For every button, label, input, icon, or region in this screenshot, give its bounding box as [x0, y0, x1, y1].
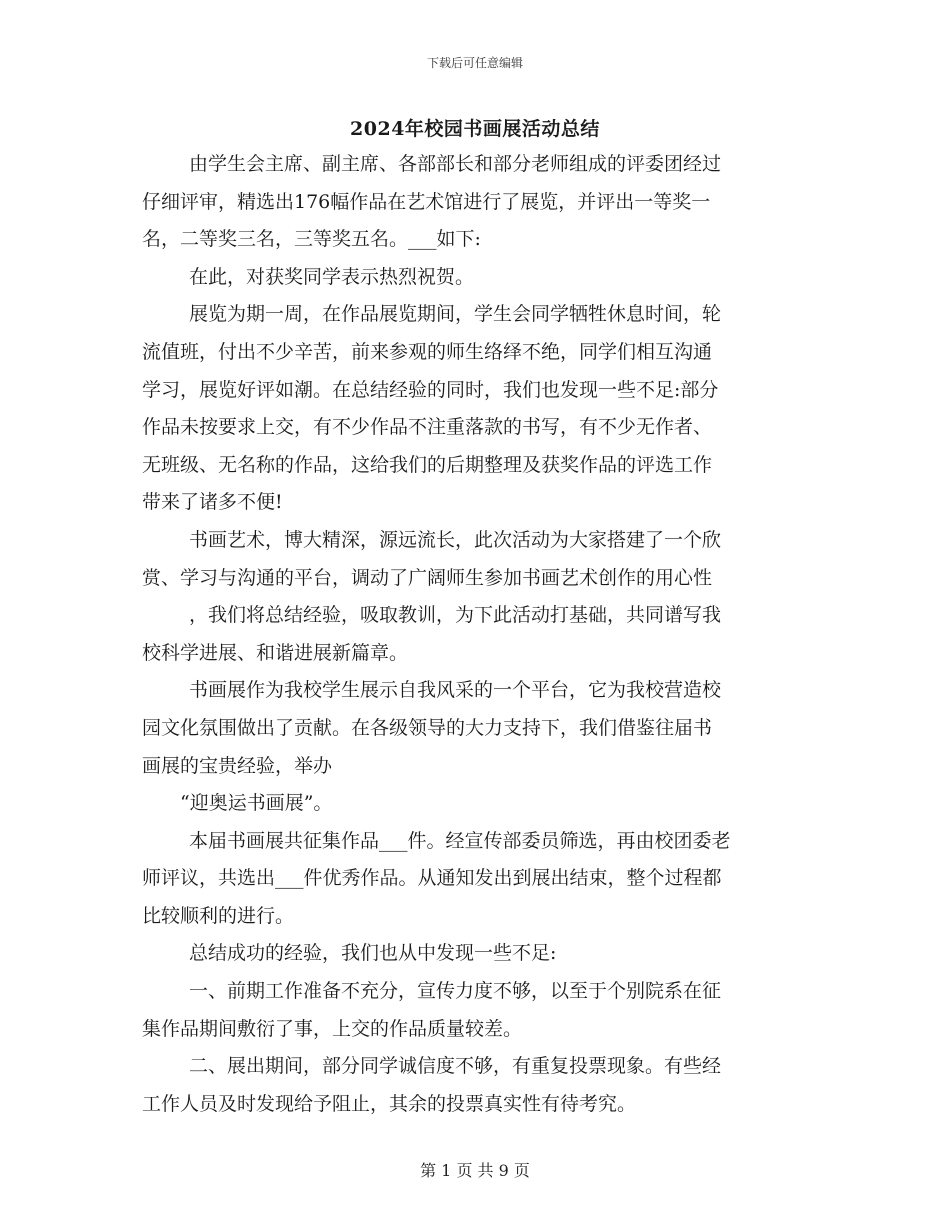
text-line: 无班级、无名称的作品，这给我们的后期整理及获奖作品的评选工作: [142, 453, 713, 476]
text-line: ，我们将总结经验，吸取教训，为下此活动打基础，共同谱写我: [189, 604, 722, 627]
text-line: 一、前期工作准备不充分，宣传力度不够，以至于个别院系在征: [189, 980, 722, 1003]
text-line: 展览为期一周，在作品展览期间，学生会同学牺牲休息时间，轮: [189, 303, 722, 326]
text-line: “迎奥运书画展”。: [180, 792, 333, 815]
text-line: 总结成功的经验，我们也从中发现一些不足:: [189, 942, 557, 965]
text-line: 画展的宝贵经验，举办: [142, 754, 333, 777]
page-number: 第 1 页 共 9 页: [420, 1161, 530, 1180]
text-line: 赏、学习与沟通的平台，调动了广阔师生参加书画艺术创作的用心性: [142, 566, 713, 589]
text-line: 学习，展览好评如潮。在总结经验的同时，我们也发现一些不足:部分: [142, 378, 719, 401]
text-line: 仔细评审，精选出176幅作品在艺术馆进行了展览，并评出一等奖一: [142, 190, 711, 213]
text-line: 由学生会主席、副主席、各部部长和部分老师组成的评委团经过: [189, 153, 722, 175]
text-line: 师评议，共选出___件优秀作品。从通知发出到展出结束，整个过程都: [142, 867, 722, 890]
text-line: 流值班，付出不少辛苦，前来参观的师生络绎不绝，同学们相互沟通: [142, 340, 713, 363]
document-body: [142, 146, 812, 1123]
text-line: 校科学进展、和谐进展新篇章。: [142, 641, 409, 664]
text-line: 比较顺利的进行。: [142, 904, 295, 927]
header-note: 下载后可任意编辑: [426, 56, 523, 70]
text-line: 二、展出期间，部分同学诚信度不够，有重复投票现象。有些经: [189, 1055, 722, 1078]
text-line: 集作品期间敷衍了事，上交的作品质量较差。: [142, 1017, 523, 1040]
text-line: 作品未按要求上交，有不少作品不注重落款的书写，有不少无作者、: [142, 416, 713, 439]
text-line: 在此，对获奖同学表示热烈祝贺。: [189, 265, 475, 288]
text-line: 书画艺术，博大精深，源远流长，此次活动为大家搭建了一个欣: [189, 528, 722, 551]
text-line: 工作人员及时发现给予阻止，其余的投票真实性有待考究。: [142, 1092, 637, 1115]
text-line: 园文化氛围做出了贡献。在各级领导的大力支持下，我们借鉴往届书: [142, 716, 713, 739]
document-title: 2024年校园书画展活动总结: [350, 118, 600, 140]
text-line: 书画展作为我校学生展示自我风采的一个平台，它为我校营造校: [189, 679, 722, 702]
text-line: 本届书画展共征集作品___件。经宣传部委员筛选，再由校团委老: [189, 829, 731, 852]
text-line: 名，二等奖三名，三等奖五名。___如下:: [142, 228, 481, 251]
text-line: 带来了诸多不便!: [142, 491, 283, 514]
